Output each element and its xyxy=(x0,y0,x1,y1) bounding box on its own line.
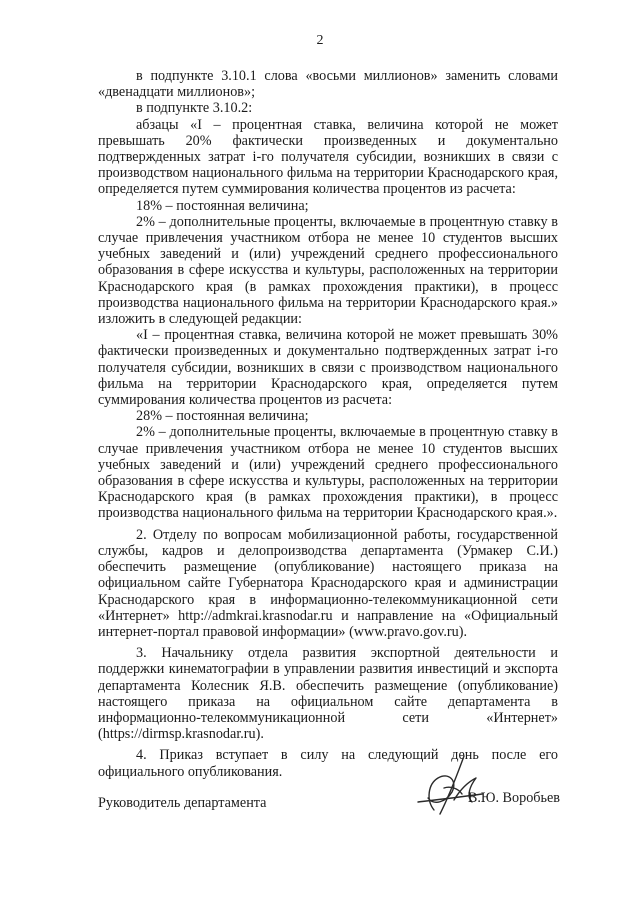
paragraph-7: 28% – постоянная величина; xyxy=(136,408,309,425)
paragraph-6: «I – процентная ставка, величина которой не может превышать 30% фактически произведенных и документально подтвержденных затрат i-го получателя субсидии, возникших в связи с производством национального фильма на территории Краснодарского края, определяется путем суммирования количества процентов из расчета: xyxy=(98,327,558,409)
paragraph-9: 2. Отделу по вопросам мобилизационной работы, государственной службы, кадров и делопроизводства департамента (Урмакер С.И.) обеспечить размещение (опубликование) настоящего приказа на официальном сайте Губернатора Краснодарского края и администрации Краснодарского края в информационно-телекоммуникационной сети «Интернет» http://admkrai.krasnodar.ru и направление на «Официальный интернет-портал правовой информации» (www.pravo.gov.ru). xyxy=(98,526,558,640)
paragraph-10: 3. Начальнику отдела развития экспортной деятельности и поддержки кинематографии в управлении развития инвестиций и экспорта департамента Колесник Я.В. обеспечить размещение (опубликование) настоящего приказа на официальном сайте департамента в информационно-телекоммуникационной сети «Интернет» (https://dirmsp.krasnodar.ru). xyxy=(98,645,558,743)
paragraph-1: в подпункте 3.10.1 слова «восьми миллионов» заменить словами «двенадцати миллионов»; xyxy=(98,68,558,101)
paragraph-3: абзацы «I – процентная ставка, величина которой не может превышать 20% фактически произведенных и документально подтвержденных затрат i-го получателя субсидии, возникших в связи с производством национального фильма на территории Краснодарского края, определяется путем суммирования количества процентов из расчета: xyxy=(98,116,558,198)
paragraph-11: 4. Приказ вступает в силу на следующий день после его официального опубликования. xyxy=(98,747,558,780)
paragraph-8: 2% – дополнительные проценты, включаемые в процентную ставку в случае привлечения участником отбора не менее 10 студентов высших учебных заведений и (или) учреждений среднего профессионального образования в сфере искусства и культуры, расположенных на территории Краснодарского края (в рамках прохождения практики), в процесс производства национального фильма на территории Краснодарского края.». xyxy=(98,424,558,522)
paragraph-4: 18% – постоянная величина; xyxy=(136,197,309,214)
page-number: 2 xyxy=(316,33,324,48)
paragraph-5: 2% – дополнительные проценты, включаемые в процентную ставку в случае привлечения участником отбора не менее 10 студентов высших учебных заведений и (или) учреждений среднего профессионального образования в сфере искусства и культуры, расположенных на территории Краснодарского края (в рамках прохождения практики), в процесс производства национального фильма на территории Краснодарского края.» изложить в следующей редакции: xyxy=(98,213,558,328)
handwritten-signature xyxy=(404,740,490,826)
signatory-name: В.Ю. Воробьев xyxy=(467,790,560,806)
paragraph-2: в подпункте 3.10.2: xyxy=(136,100,253,117)
document-body xyxy=(98,68,558,780)
signatory-title: Руководитель департамента xyxy=(98,795,267,811)
